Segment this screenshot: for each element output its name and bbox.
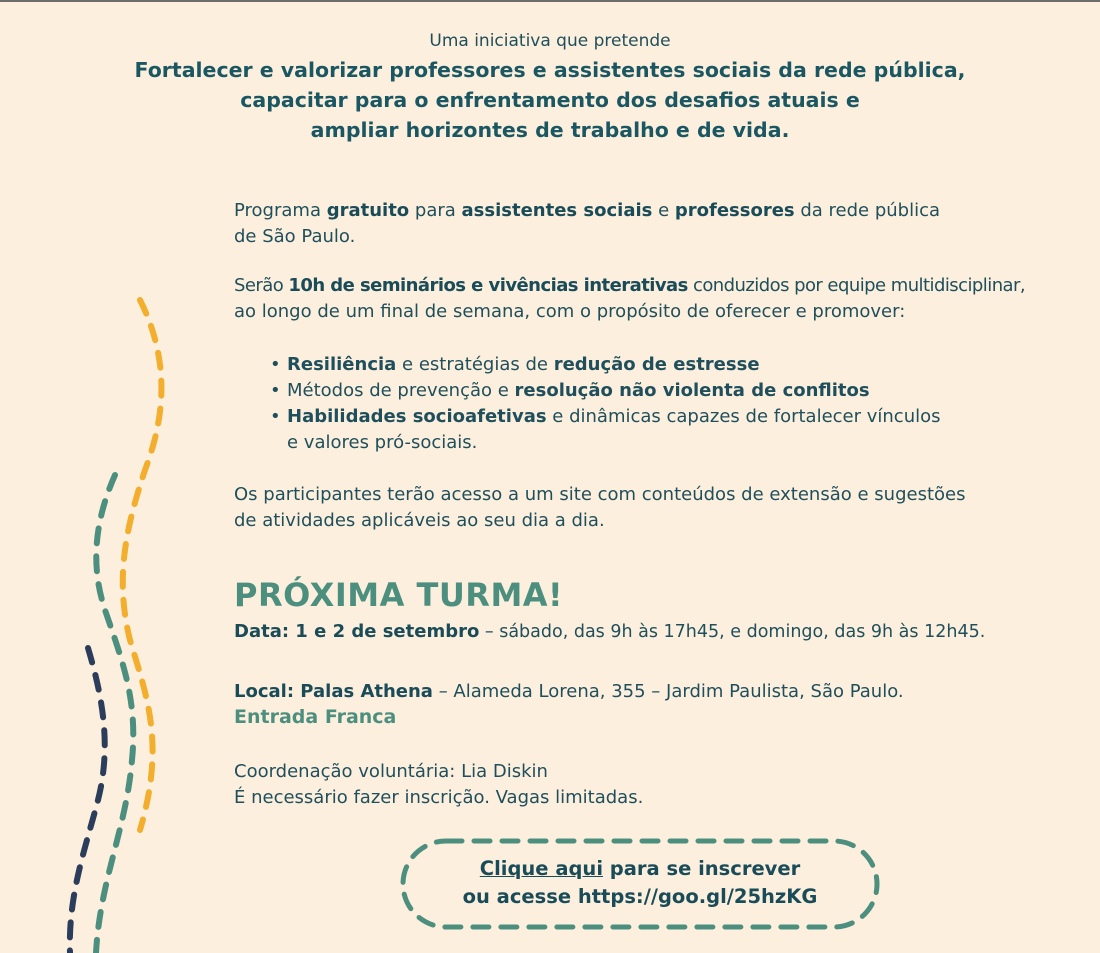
- topic-text: Métodos de prevenção e: [287, 380, 515, 401]
- topics-list: [270, 352, 941, 456]
- location-info: [234, 679, 904, 705]
- program-text: e: [652, 200, 675, 221]
- list-item: [270, 404, 941, 430]
- bullet-icon: •: [270, 380, 281, 401]
- callout-text: [400, 855, 880, 911]
- seminar-line-1: [234, 273, 1025, 299]
- intro-line-1: Fortalecer e valorizar professores e assistentes sociais da rede pública,: [134, 58, 966, 82]
- program-text: da rede pública: [794, 200, 941, 221]
- access-description: [234, 482, 965, 534]
- registration-callout[interactable]: [400, 838, 880, 930]
- program-description: [234, 198, 940, 250]
- program-text: Programa: [234, 200, 327, 221]
- intro-lead: Uma iniciativa que pretende: [429, 31, 671, 51]
- access-line-1: Os participantes terão acesso a um site com conteúdos de extensão e sugestões: [234, 484, 966, 505]
- program-line-2: de São Paulo.: [234, 226, 356, 247]
- location-label: Local: Palas Athena: [234, 681, 433, 702]
- date-text: – sábado, das 9h às 17h45, e domingo, das 9h às 12h45.: [479, 622, 986, 642]
- list-item: [270, 352, 941, 378]
- program-free-label: gratuito: [326, 200, 410, 221]
- date-label: Data: 1 e 2 de setembro: [234, 621, 480, 642]
- bullet-icon: •: [270, 406, 281, 427]
- list-item-continuation: e valores pró-sociais.: [287, 432, 478, 453]
- program-text: para: [409, 200, 462, 221]
- url-prefix: ou acesse: [462, 885, 578, 908]
- program-teachers: professores: [674, 200, 795, 221]
- intro-line-2: capacitar para o enfrentamento dos desafios atuais e: [240, 88, 860, 112]
- topic-keyword: resolução não violenta de conflitos: [514, 380, 870, 401]
- seminar-text: conduzidos por equipe multidisciplinar,: [687, 275, 1026, 296]
- program-social-workers: assistentes sociais: [461, 200, 653, 221]
- topic-keyword: Resiliência: [287, 354, 397, 375]
- location-text: – Alameda Lorena, 355 – Jardim Paulista, São Paulo.: [432, 681, 904, 702]
- signup-text: para se inscrever: [603, 857, 801, 880]
- next-class-heading: PRÓXIMA TURMA!: [234, 576, 564, 614]
- topic-keyword: Habilidades socioafetivas: [287, 406, 547, 427]
- access-line-2: de atividades aplicáveis ao seu dia a dia.: [234, 510, 605, 531]
- dashed-lines-decoration: [0, 0, 240, 953]
- short-url-link[interactable]: https://goo.gl/25hzKG: [577, 885, 818, 908]
- seminar-description: [234, 273, 1025, 325]
- seminar-hours: 10h de seminários e vivências interativas: [288, 275, 688, 296]
- registration-note: É necessário fazer inscrição. Vagas limitadas.: [234, 787, 644, 808]
- topic-text: e estratégias de: [396, 354, 554, 375]
- intro-line-3: ampliar horizontes de trabalho e de vida.: [310, 118, 790, 142]
- coordination-info: [234, 759, 643, 811]
- signup-link[interactable]: Clique aqui: [479, 857, 603, 880]
- bullet-icon: •: [270, 354, 281, 375]
- free-entry: Entrada Franca: [234, 706, 397, 728]
- program-line-1: [234, 198, 940, 224]
- topic-text: e dinâmicas capazes de fortalecer vínculos: [546, 406, 941, 427]
- topic-keyword: redução de estresse: [553, 354, 760, 375]
- date-info: [234, 619, 985, 645]
- coordination-text: Coordenação voluntária: Lia Diskin: [234, 761, 548, 782]
- seminar-text: Serão: [234, 275, 289, 296]
- seminar-line-2: ao longo de um final de semana, com o propósito de oferecer e promover:: [234, 301, 906, 322]
- list-item: [270, 378, 941, 404]
